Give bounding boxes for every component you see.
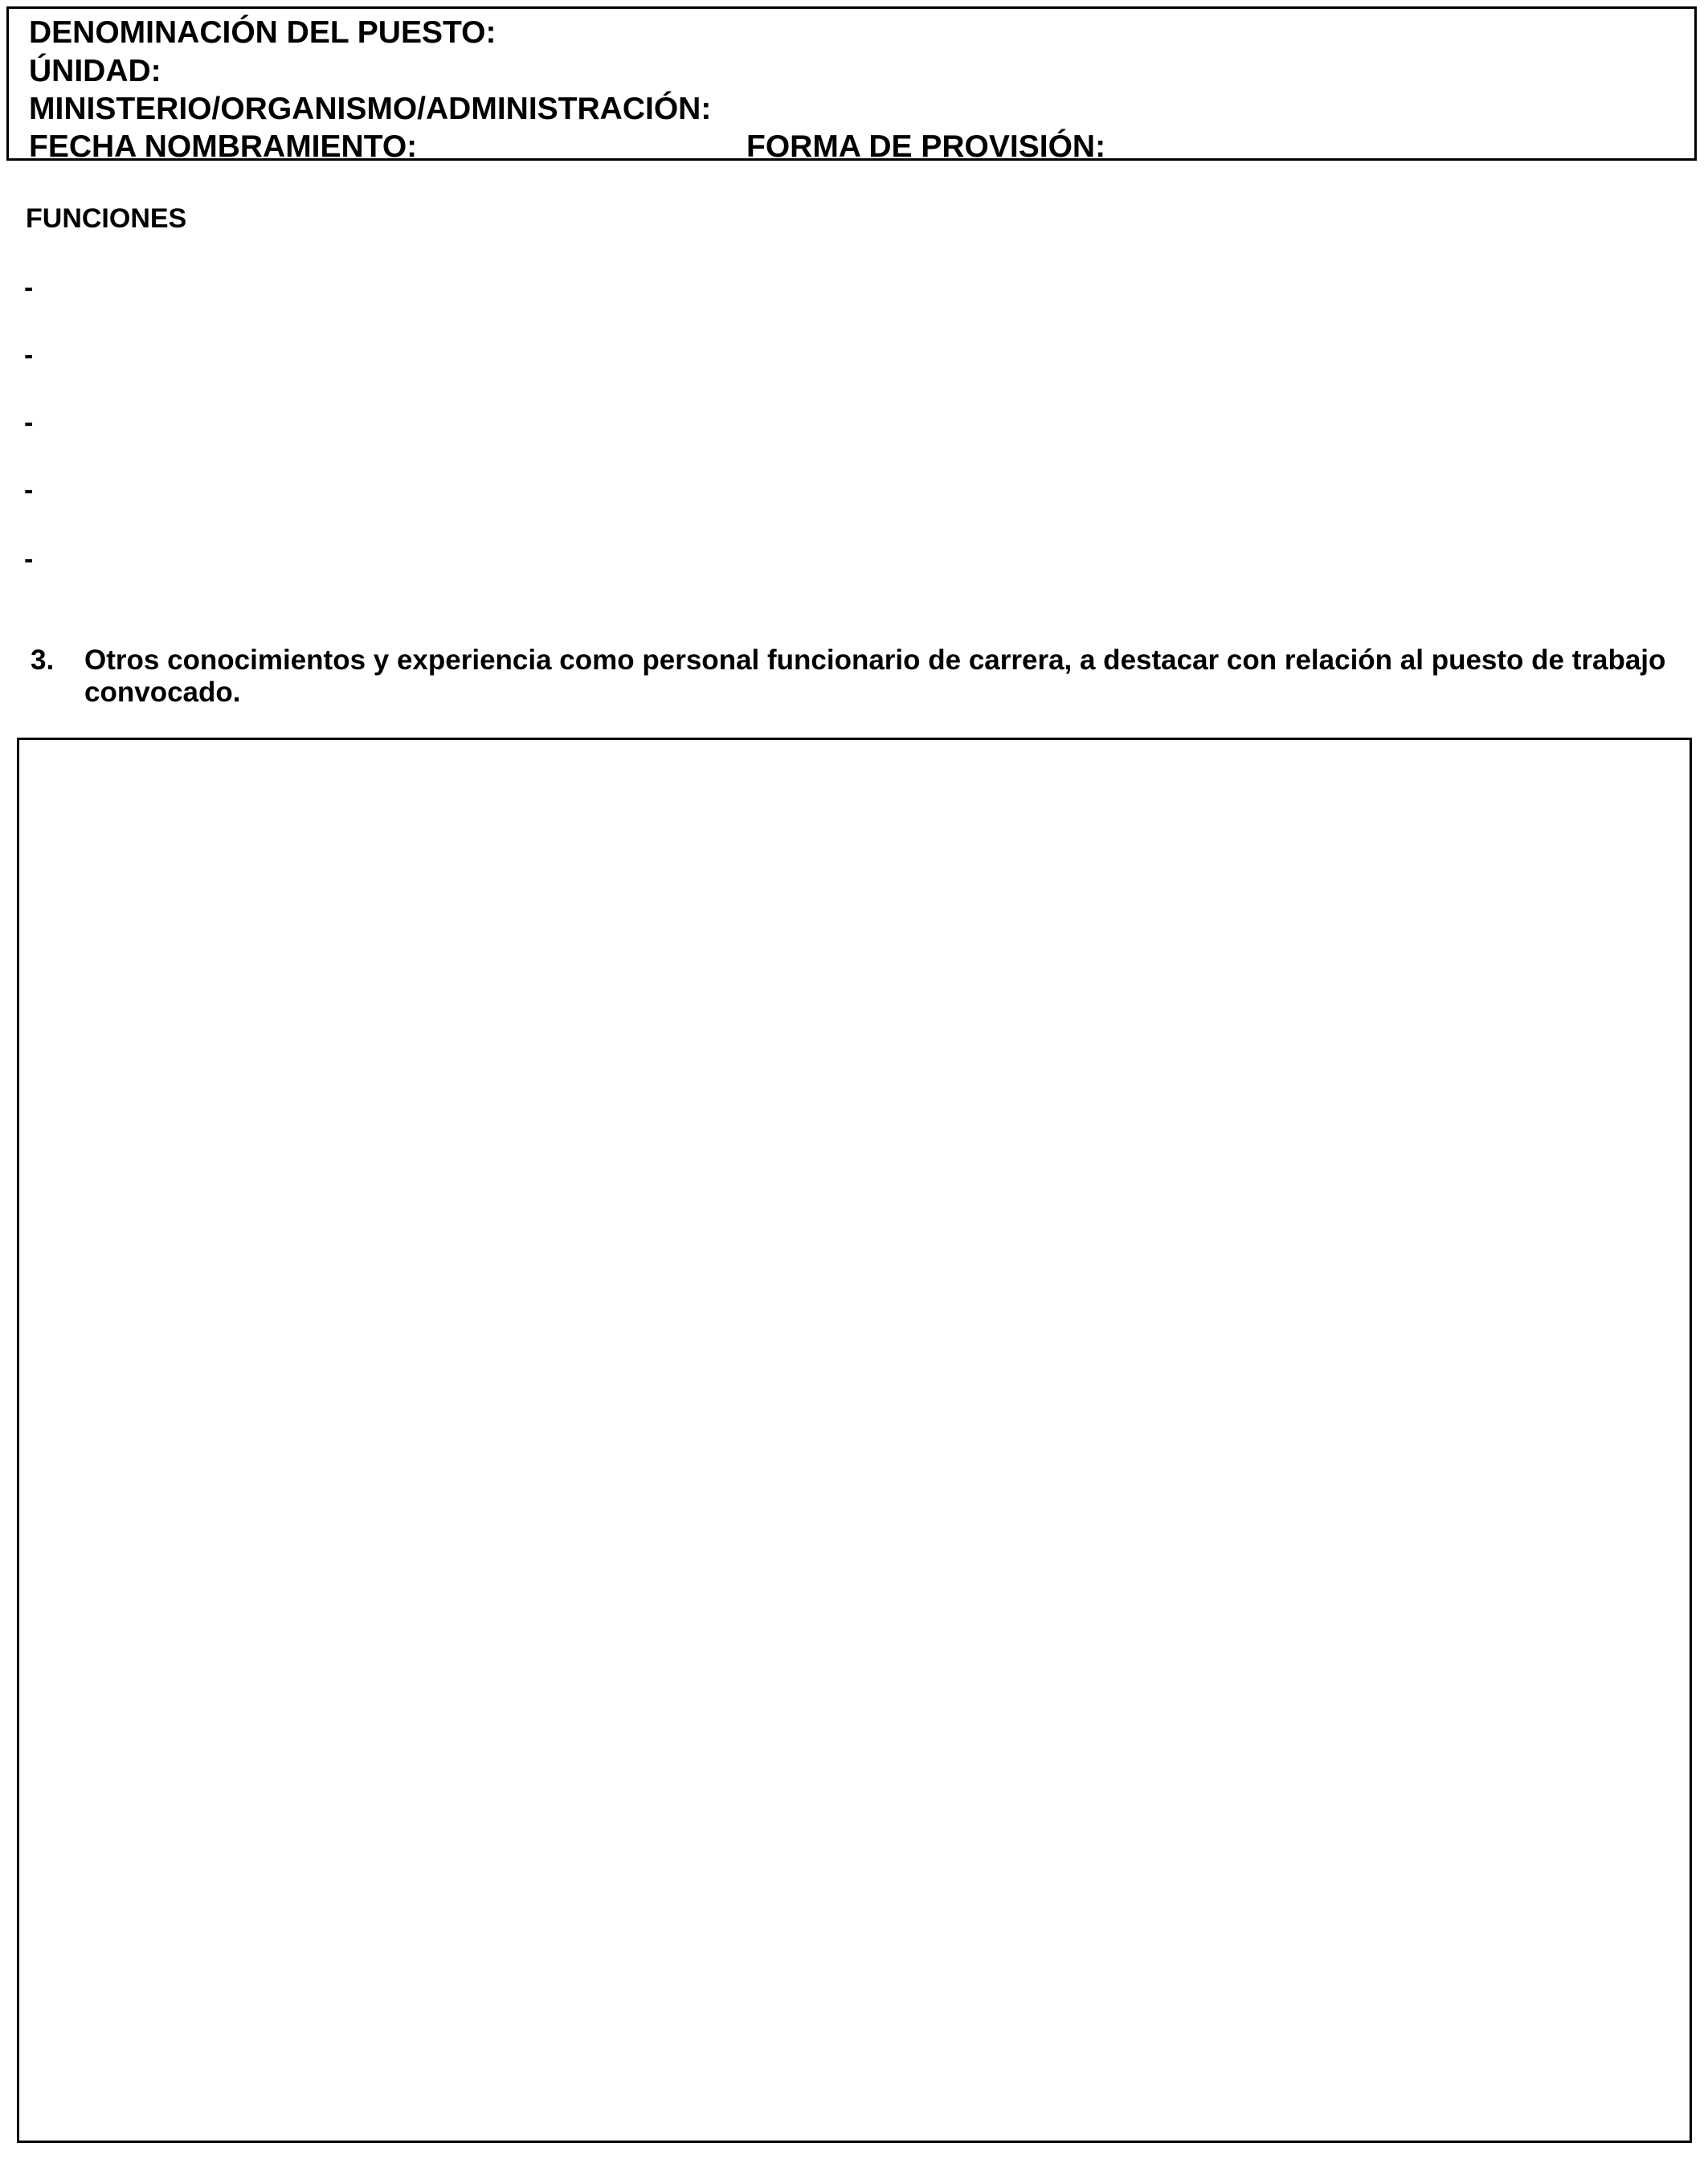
function-item-1: -: [24, 272, 34, 303]
function-item-4: -: [24, 475, 34, 505]
denominacion-label: DENOMINACIÓN DEL PUESTO:: [29, 15, 496, 50]
function-item-2: -: [24, 340, 34, 370]
function-item-3: -: [24, 407, 34, 438]
function-item-5: -: [24, 544, 34, 575]
fecha-nombramiento-label: FECHA NOMBRAMIENTO:: [29, 129, 418, 164]
unidad-label: ÚNIDAD:: [29, 54, 161, 88]
ministerio-label: MINISTERIO/ORGANISMO/ADMINISTRACIÓN:: [29, 92, 712, 126]
answer-text-box[interactable]: [17, 738, 1692, 2143]
forma-provision-label: FORMA DE PROVISIÓN:: [746, 129, 1106, 164]
section-number: 3.: [31, 644, 55, 676]
section-heading: Otros conocimientos y experiencia como personal funcionario de carrera, a destacar con relación al puesto de trabajo convocado.: [84, 644, 1666, 708]
post-details-box: [6, 6, 1697, 164]
functions-title: FUNCIONES: [26, 203, 187, 234]
